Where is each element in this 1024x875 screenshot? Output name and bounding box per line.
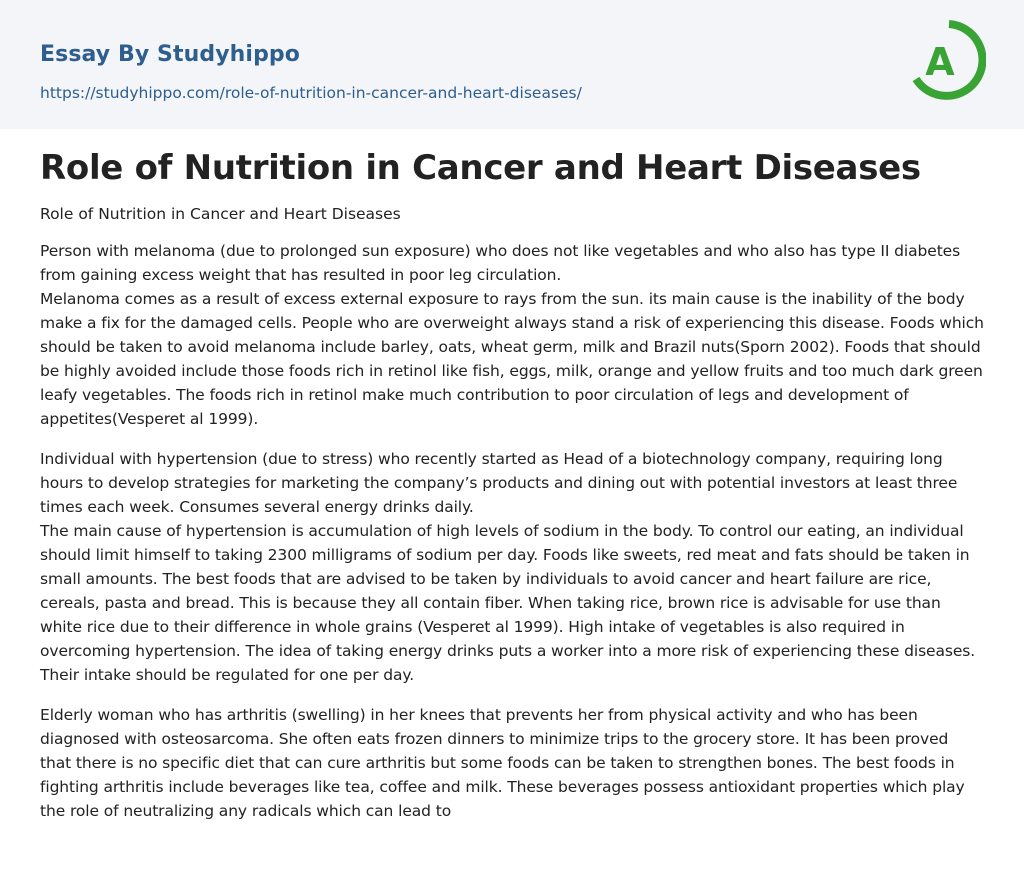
paragraph-case-hypertension: Individual with hypertension (due to stress) who recently started as Head of a biotechnology company, requiring long hours to develop strategies for marketing the company’s products and dining out with potential investors at least three times each week. Consumes several energy drinks daily. <box>40 450 958 516</box>
brand-name[interactable]: Essay By Studyhippo <box>40 42 300 67</box>
paragraph-melanoma-discussion: Melanoma comes as a result of excess external exposure to rays from the sun. its main cause is the inability of the body make a fix for the damaged cells. People who are overweight always stand a risk of experiencing this disease. Foods which should be taken to avoid melanoma include barley, oats, wheat germ, milk and Brazil nuts(Sporn 2002). Foods that should be highly avoided include those foods rich in retinol like fish, eggs, milk, orange and yellow fruits and too much dark green leafy vegetables. The foods rich in retinol make much contribution to poor circulation of legs and development of appetites(Vesperet al 1999). <box>40 290 984 428</box>
page-subtitle: Role of Nutrition in Cancer and Heart Diseases <box>40 205 401 223</box>
paragraph-case-melanoma: Person with melanoma (due to prolonged sun exposure) who does not like vegetables and who also has type II diabetes from gaining excess weight that has resulted in poor leg circulation. <box>40 242 961 284</box>
essay-url-link[interactable]: https://studyhippo.com/role-of-nutrition-in-cancer-and-heart-diseases/ <box>40 84 582 102</box>
paragraph-case-arthritis: Elderly woman who has arthritis (swelling) in her knees that prevents her from physical activity and who has been diagnosed with osteosarcoma. She often eats frozen dinners to minimize trips to the grocery store. It has been proved that there is no specific diet that can cure arthritis but some foods can be taken to strengthen bones. The best foods in fighting arthritis include beverages like tea, coffee and milk. These beverages possess antioxidant properties which play the role of neutralizing any radicals which can lead to <box>40 706 965 820</box>
studyhippo-logo-icon[interactable] <box>912 19 986 105</box>
article <box>40 145 984 823</box>
site-header <box>0 0 1024 129</box>
page-title: Role of Nutrition in Cancer and Heart Diseases <box>40 148 921 188</box>
logo-letter: A <box>925 40 955 84</box>
paragraph-hypertension-discussion: The main cause of hypertension is accumulation of high levels of sodium in the body. To control our eating, an individual should limit himself to taking 2300 milligrams of sodium per day. Foods like sweets, red meat and fats should be taken in small amounts. The best foods that are advised to be taken by individuals to avoid cancer and heart failure are rice, cereals, pasta and bread. This is because they all contain fiber. When taking rice, brown rice is advisable for use than white rice due to their difference in whole grains (Vesperet al 1999). High intake of vegetables is also required in overcoming hypertension. The idea of taking energy drinks puts a worker into a more risk of experiencing these diseases. Their intake should be regulated for one per day. <box>40 522 976 684</box>
